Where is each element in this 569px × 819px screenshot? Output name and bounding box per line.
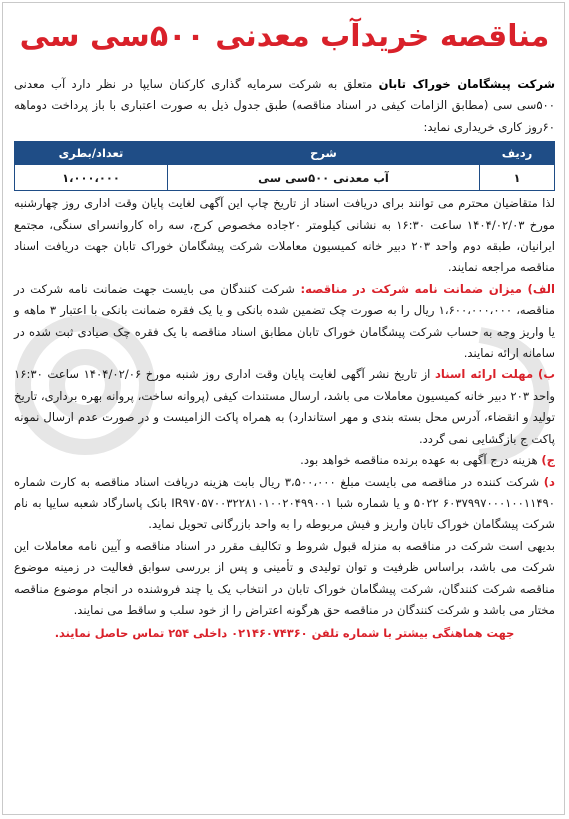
final-paragraph: بدیهی است شرکت در مناقصه به منزله قبول شروط و تکالیف مقرر در اسناد مناقصه و آیین نامه معاملات این شرکت می باشد، براساس ظرفیت و توان تولیدی و تأمینی و پس از بررسی سوابق فعالیت در زمینه موضوع مناقصه شرکت کنندگان، شرکت پیشگامان خوراک تابان در انتخاب یک یا چند فروشنده در انجام موضوع مناقصه مختار می باشد و شرکت کنندگان در مناقصه حق هرگونه اعتراض را از خود سلب و ساقط می نمایند.	[14, 538, 555, 617]
intro-text: متعلق به شرکت سرمایه گذاری کارکنان سایپا در نظر دارد آب معدنی ۵۰۰سی سی (مطابق الزامات کیفی در اسناد مناقصه) طبق جدول ذیل به صورت اعتباری با باز پرداخت دوماهه ۶۰روز کاری خریداری نماید:	[14, 77, 555, 134]
section-d-text: شرکت کننده در مناقصه می بایست مبلغ ۳،۵۰۰،۰۰۰ ریال بابت هزینه دریافت اسناد مناقصه به کارت شماره ۶۰۳۷۹۹۷۰۰۰۱۰۰۱۱۴۹۰ ۵۰۲۲ و یا شماره شبا IR۹۷۰۵۷۰۰۳۲۲۸۱۰۱۰۰۲۰۴۹۹۰۰۱ بانک پاسارگاد شعبه سایپا به نام شرکت پیشگامان خوراک تابان واریز و فیش مربوطه را به واحد بازرگانی تحویل نماید.	[14, 474, 555, 532]
header-quantity: تعداد/بطری	[15, 142, 168, 165]
contact-footer: جهت هماهنگی بیشتر با شماره تلفن ۰۲۱۴۶۰۷۴۳۶۰ داخلی ۲۵۴ تماس حاصل نمایند.	[54, 626, 515, 641]
table-header-row	[15, 142, 555, 165]
ad-title: مناقصه خریدآب معدنی ۵۰۰سی سی	[19, 19, 550, 54]
section-c-label: ج)	[541, 453, 555, 468]
header-description: شرح	[168, 142, 480, 165]
header-row-number: ردیف	[480, 142, 555, 165]
section-b-label: ب) مهلت ارائه اسناد	[434, 367, 556, 382]
section-b	[14, 364, 555, 450]
section-b-text: از تاریخ نشر آگهی لغایت پایان وقت اداری روز شنبه مورخ ۱۴۰۴/۰۲/۰۶ ساعت ۱۶:۳۰ واحد ۲۰۳ دبیر خانه کمیسیون معاملات می باشد، ارسال مستندات کیفی (پروانه ساخت، پروانه بهره برداری، تاریخ تولید و انقضاء، آدرس محل بسته بندی و مهر استاندارد) به همراه پاکت الزامیست و در صورت عدم ارسال نمونه پاکت ج بازگشایی نمی گردد.	[14, 367, 555, 446]
section-a	[14, 279, 555, 365]
items-table	[14, 141, 555, 191]
cell-description: آب معدنی ۵۰۰سی سی	[168, 165, 480, 191]
cell-row-number: ۱	[480, 165, 555, 191]
section-c	[14, 450, 555, 471]
intro-paragraph	[14, 74, 555, 138]
section-c-text: هزینه درج آگهی به عهده برنده مناقصه خواهد بود.	[300, 453, 542, 468]
main-paragraph: لذا متقاضیان محترم می توانند برای دریافت اسناد از تاریخ چاپ این آگهی لغایت پایان وقت اداری روز چهارشنبه مورخ ۱۴۰۴/۰۲/۰۳ ساعت ۱۶:۳۰ به نشانی کیلومتر ۲۰جاده مخصوص کرج، سه راه کاروانسرای سنگی، مجتمع ایرانیان، طبقه دوم واحد ۲۰۳ دبیر خانه کمیسیون معاملات شرکت پیشگامان خوراک تابان جهت دریافت اسناد مناقصه مراجعه نمایند.	[14, 196, 556, 275]
section-a-label: الف) میزان ضمانت نامه شرکت در مناقصه:	[294, 281, 555, 296]
section-d-label: د)	[543, 474, 555, 489]
cell-quantity: ۱،۰۰۰،۰۰۰	[15, 165, 168, 191]
table-row	[15, 165, 555, 191]
company-name: شرکت پیشگامان خوراک تابان	[378, 77, 555, 91]
ad-content	[14, 8, 555, 644]
section-d	[14, 472, 555, 536]
section-a-text: شرکت کنندگان می بایست جهت ضمانت نامه شرکت در مناقصه، ۱،۶۰۰،۰۰۰،۰۰۰ ریال را به صورت چک تضمین شده بانکی و یا یک فقره ضمانت بانکی با اعتبار ۳ ماهه و یا واریز وجه به حساب شرکت پیشگامان خوراک تابان مطابق اسناد مناقصه با یک فقره چک صیادی ثبت شده در سامانه ارائه نمایند.	[14, 281, 555, 361]
